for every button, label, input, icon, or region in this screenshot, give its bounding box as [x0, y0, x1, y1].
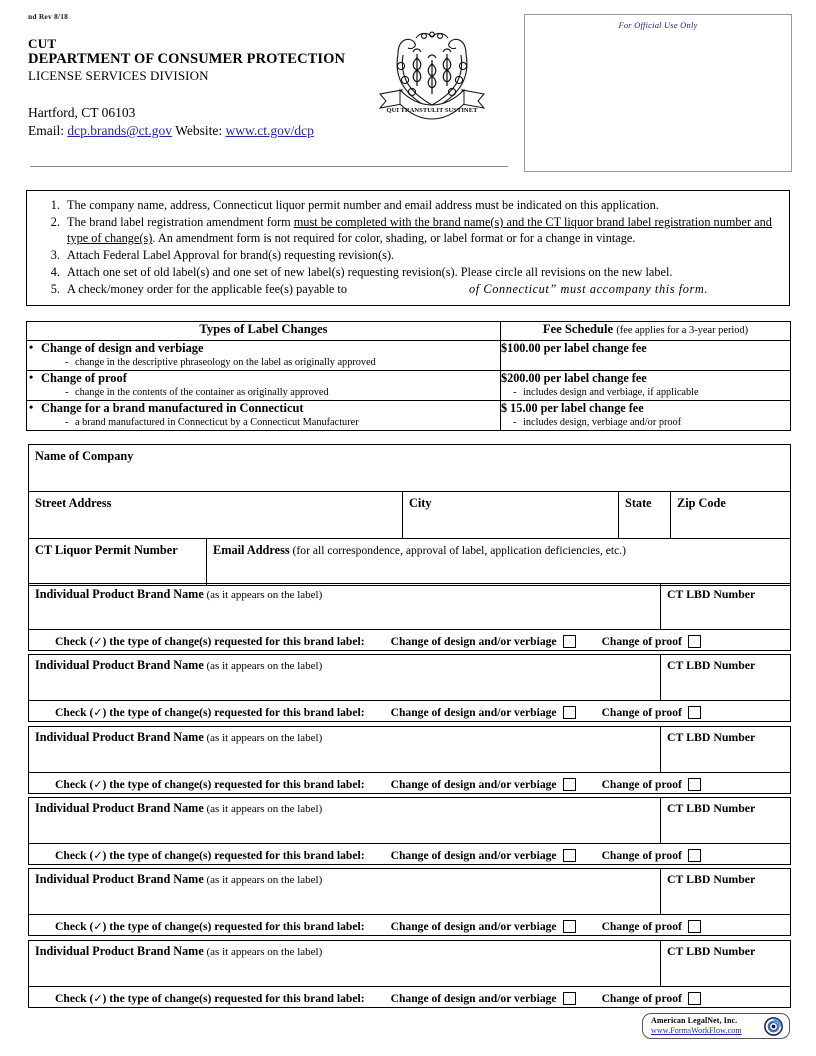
brand-label-block [28, 583, 790, 651]
company-information-table [28, 444, 791, 586]
table-row [29, 797, 791, 843]
brand-name-field[interactable] [29, 655, 661, 701]
official-use-label: For Official Use Only [618, 20, 698, 30]
check-mark-icon: ✓ [93, 707, 103, 720]
fee-amount-detail: - includes design and verbiage, if applicable [501, 386, 790, 400]
checkbox-change-of-proof[interactable] [688, 706, 701, 719]
street-address-field[interactable]: Street Address [29, 492, 403, 539]
fee-amount-detail: - includes design, verbiage and/or proof [501, 416, 790, 430]
instruction-text-tail: . An amendment form is not required for color, shading, or label format or for a change in vintage. [152, 231, 636, 246]
fee-change-detail: - a brand manufactured in Connecticut by a Connecticut Manufacturer [27, 416, 500, 430]
table-row [27, 371, 791, 401]
email-address-hint: (for all correspondence, approval of label, application deficiencies, etc.) [289, 544, 627, 557]
table-row [29, 726, 791, 772]
table-row [29, 584, 791, 630]
header-divider [30, 166, 508, 167]
footer-company-name: American LegalNet, Inc. [651, 1016, 738, 1025]
ct-lbd-number-field[interactable]: CT LBD Number [661, 655, 791, 701]
table-row [29, 869, 791, 915]
email-address-label: Email Address [213, 543, 290, 557]
table-row [29, 940, 791, 986]
checkbox-change-of-proof[interactable] [688, 920, 701, 933]
instruction-underlined: must be completed with the brand name(s) and the CT liquor brand label registration number and type of change(s) [67, 214, 772, 246]
instruction-item [63, 247, 779, 263]
state-field[interactable]: State [619, 492, 671, 539]
change-type-row [29, 843, 791, 864]
check-mark-icon: ✓ [93, 992, 103, 1005]
ct-lbd-number-field[interactable]: CT LBD Number [661, 940, 791, 986]
table-row [29, 772, 791, 793]
email-address-field[interactable] [207, 539, 791, 586]
fee-amount-cell [501, 401, 791, 431]
email-label: Email: [28, 123, 64, 138]
website-label: Website: [175, 123, 223, 138]
official-use-box [524, 14, 792, 172]
checkbox-change-of-design-verbiage[interactable] [563, 849, 576, 862]
ct-liquor-permit-number-field[interactable]: CT Liquor Permit Number [29, 539, 207, 586]
option-proof-label: Change of proof [601, 777, 682, 791]
fee-change-cell [27, 371, 501, 401]
option-design-verbiage-label: Change of design and/or verbiage [390, 920, 557, 934]
check-mark-icon: ✓ [93, 921, 103, 934]
agency-department: DEPARTMENT OF CONSUMER PROTECTION [28, 51, 346, 67]
brand-label-block [28, 797, 790, 865]
instruction-text-tail: of Connecticut” must accompany this form. [468, 282, 709, 297]
footer-website-link[interactable]: www.FormsWorkFlow.com [651, 1026, 742, 1035]
brand-name-label: Individual Product Brand Name [35, 587, 204, 601]
brand-name-field[interactable] [29, 797, 661, 843]
brand-name-label: Individual Product Brand Name [35, 872, 204, 887]
fee-amount-cell [501, 371, 791, 401]
instruction-text: The company name, address, Connecticut liquor permit number and email address must be indicated on this application. [67, 198, 659, 212]
brand-name-hint: (as it appears on the label) [203, 874, 323, 887]
option-design-verbiage-label: Change of design and/or verbiage [390, 848, 557, 862]
table-row [29, 986, 791, 1007]
table-row [29, 843, 791, 864]
instructions-box [26, 190, 790, 306]
checkbox-change-of-proof[interactable] [688, 849, 701, 862]
check-instruction-prefix: Check ( [55, 920, 94, 934]
check-instruction-prefix: Check ( [55, 848, 94, 862]
brand-name-hint: (as it appears on the label) [203, 802, 323, 815]
ct-lbd-number-field[interactable]: CT LBD Number [661, 797, 791, 843]
fee-change-title: • Change of proof [27, 371, 500, 386]
ct-lbd-number-field[interactable]: CT LBD Number [661, 726, 791, 772]
table-row [29, 915, 791, 936]
check-instruction-prefix: Check ( [55, 991, 94, 1005]
fee-header-schedule-note: (fee applies for a 3-year period) [616, 325, 749, 336]
table-row [29, 539, 791, 586]
check-mark-icon: ✓ [93, 849, 103, 862]
fee-change-cell [27, 341, 501, 371]
instruction-text: A check/money order for the applicable fee(s) payable to [67, 282, 347, 297]
fee-header-schedule [501, 322, 791, 341]
instruction-item [63, 214, 779, 247]
instruction-item [63, 264, 779, 280]
option-proof-label: Change of proof [601, 991, 682, 1005]
revision-note: nd Rev 8/18 [28, 12, 69, 21]
check-instruction-suffix: ) the type of change(s) requested for this brand label: [102, 848, 365, 862]
brand-name-field[interactable] [29, 584, 661, 630]
fee-change-cell [27, 401, 501, 431]
ct-lbd-number-field[interactable]: CT LBD Number [661, 584, 791, 630]
check-instruction-suffix: ) the type of change(s) requested for this brand label: [102, 991, 365, 1005]
brand-name-hint: (as it appears on the label) [203, 945, 323, 958]
instruction-text: Attach one set of old label(s) and one set of new label(s) requesting revision(s). Please circle all revisions on the new label. [67, 265, 673, 280]
agency-heading [28, 36, 428, 84]
fee-header-types: Types of Label Changes [27, 322, 501, 341]
fee-amount: $ 15.00 per label change fee [501, 401, 644, 415]
change-type-row [29, 630, 791, 651]
table-row [27, 341, 791, 371]
fee-header-schedule-bold: Fee Schedule [542, 322, 614, 336]
brand-name-field[interactable] [29, 940, 661, 986]
option-proof-label: Change of proof [601, 706, 682, 720]
check-instruction-prefix: Check ( [55, 777, 94, 791]
name-of-company-field[interactable]: Name of Company [29, 445, 791, 492]
brand-label-block [28, 940, 790, 1008]
fee-change-title: • Change for a brand manufactured in Connecticut [27, 401, 500, 416]
fee-change-detail: - change in the contents of the container as originally approved [27, 386, 500, 400]
brand-label-block [28, 654, 790, 722]
option-design-verbiage-label: Change of design and/or verbiage [390, 635, 557, 648]
table-row [29, 630, 791, 651]
check-instruction-suffix: ) the type of change(s) requested for this brand label: [102, 920, 365, 934]
agency-state-name: CUT [28, 36, 57, 51]
check-instruction-prefix: Check ( [55, 706, 94, 720]
brand-label-table [28, 654, 791, 722]
brand-name-field[interactable] [29, 726, 661, 772]
brand-label-table [28, 940, 791, 1008]
checkbox-change-of-design-verbiage[interactable] [563, 920, 576, 933]
fee-amount: $200.00 per label change fee [501, 371, 647, 385]
table-row [27, 401, 791, 431]
check-mark-icon: ✓ [93, 636, 103, 648]
connecticut-state-seal-icon [372, 24, 492, 132]
option-design-verbiage-label: Change of design and/or verbiage [390, 777, 557, 791]
checkbox-change-of-design-verbiage[interactable] [563, 992, 576, 1005]
brand-name-hint: (as it appears on the label) [203, 660, 323, 673]
checkbox-change-of-proof[interactable] [688, 778, 701, 791]
change-type-row [29, 701, 791, 722]
option-proof-label: Change of proof [601, 635, 682, 648]
instruction-text: Attach Federal Label Approval for brand(s) requesting revision(s). [67, 248, 395, 263]
change-type-row [29, 986, 791, 1007]
checkbox-change-of-proof[interactable] [688, 635, 701, 648]
fee-amount-cell [501, 341, 791, 371]
brand-label-table [28, 797, 791, 865]
table-row [29, 701, 791, 722]
zip-code-field[interactable]: Zip Code [671, 492, 791, 539]
instruction-item [63, 197, 779, 213]
fee-schedule-table [26, 321, 791, 431]
checkbox-change-of-design-verbiage[interactable] [563, 778, 576, 791]
checkbox-change-of-proof[interactable] [688, 992, 701, 1005]
instruction-item [63, 281, 779, 297]
instruction-text: The brand label registration amendment form [67, 214, 294, 229]
table-row [29, 445, 791, 492]
change-type-row [29, 772, 791, 793]
brand-name-label: Individual Product Brand Name [35, 800, 204, 815]
table-row [29, 492, 791, 539]
checkbox-change-of-design-verbiage[interactable] [563, 706, 576, 719]
fee-amount: $100.00 per label change fee [501, 341, 647, 355]
option-design-verbiage-label: Change of design and/or verbiage [390, 706, 557, 720]
check-instruction-suffix: ) the type of change(s) requested for this brand label: [102, 706, 365, 720]
brand-name-label: Individual Product Brand Name [35, 658, 204, 673]
brand-label-block [28, 726, 790, 794]
change-type-row [29, 915, 791, 936]
brand-label-table [28, 583, 791, 651]
brand-name-field[interactable] [29, 869, 661, 915]
check-instruction-suffix: ) the type of change(s) requested for this brand label: [102, 777, 365, 791]
check-mark-icon: ✓ [93, 778, 103, 791]
agency-city-state-zip: Hartford, CT 06103 [28, 105, 136, 120]
option-proof-label: Change of proof [601, 848, 682, 862]
agency-contact [28, 104, 314, 140]
brand-label-table [28, 726, 791, 794]
agency-division: LICENSE SERVICES DIVISION [28, 68, 209, 83]
agency-email-website-line [28, 122, 314, 140]
american-legalnet-footer[interactable] [642, 1013, 790, 1039]
ct-lbd-number-field[interactable]: CT LBD Number [661, 869, 791, 915]
table-row [29, 655, 791, 701]
instructions-list [37, 197, 779, 297]
svg-text:QUI TRANSTULIT SUSTINET: QUI TRANSTULIT SUSTINET [386, 107, 478, 114]
checkbox-change-of-design-verbiage[interactable] [563, 635, 576, 648]
option-proof-label: Change of proof [601, 920, 682, 934]
city-field[interactable]: City [403, 492, 619, 539]
brand-label-table [28, 868, 791, 936]
brand-name-label: Individual Product Brand Name [35, 729, 204, 744]
fee-change-title: • Change of design and verbiage [27, 341, 500, 356]
brand-name-hint: (as it appears on the label) [203, 589, 323, 601]
fee-change-detail: - change in the descriptive phraseology on the label as originally approved [27, 356, 500, 370]
legalnet-logo-icon [764, 1017, 783, 1036]
brand-label-block [28, 868, 790, 936]
check-instruction-prefix: Check ( [55, 635, 94, 648]
option-design-verbiage-label: Change of design and/or verbiage [390, 991, 557, 1005]
website-link[interactable]: www.ct.gov/dcp [225, 123, 314, 138]
brand-name-label: Individual Product Brand Name [35, 943, 204, 958]
check-instruction-suffix: ) the type of change(s) requested for this brand label: [102, 635, 365, 648]
email-link[interactable]: dcp.brands@ct.gov [67, 123, 173, 138]
fee-table-header-row [27, 322, 791, 341]
brand-name-hint: (as it appears on the label) [203, 731, 323, 744]
